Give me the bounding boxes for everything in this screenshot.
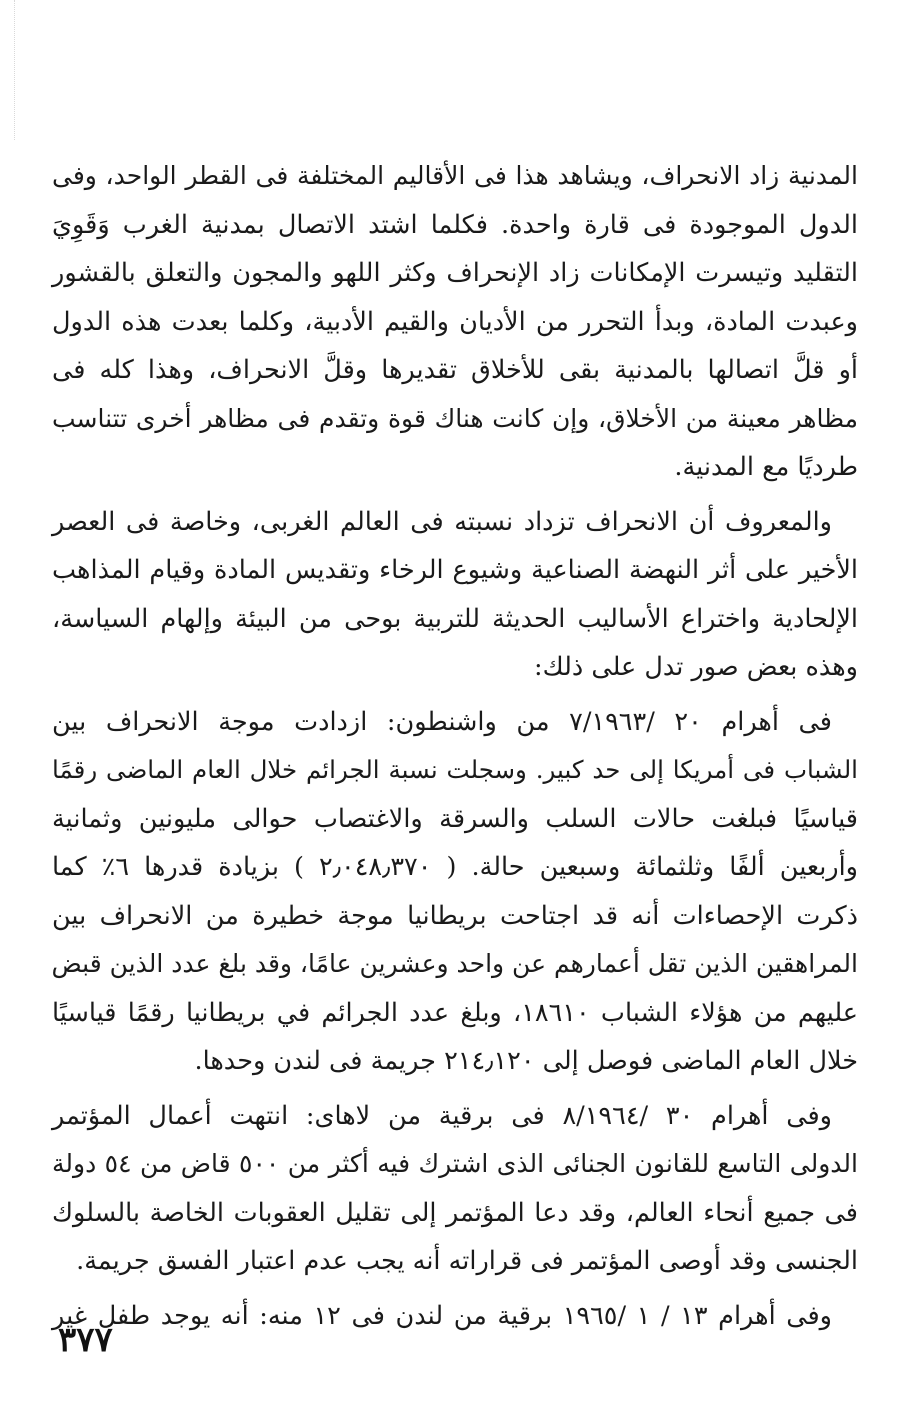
paragraph-5 [52, 1292, 858, 1341]
text-line: والمعروف أن الانحراف تزداد نسبته فى العالم الغربى، وخاصة فى العصر [52, 506, 832, 537]
text-line: فى جميع أنحاء العالم، وقد دعا المؤتمر إلى تقليل العقوبات الخاصة بالسلوك [52, 1197, 858, 1228]
text-line: طرديًا مع المدنية. [674, 452, 858, 482]
text-line: المراهقين الذين تقل أعمارهم عن واحد وعشرين عامًا، وقد بلغ عدد الذين قبض [51, 949, 858, 978]
text-line: الدولى التاسع للقانون الجنائى الذى اشترك فيه أكثر من ٥٠٠ قاض من ٥٤ دولة [52, 1149, 858, 1178]
paragraph-4 [52, 1092, 858, 1286]
text-line: الشباب فى أمريكا إلى حد كبير. وسجلت نسبة الجرائم خلال العام الماضى رقمًا [52, 755, 858, 784]
text-line: وهذه بعض صور تدل على ذلك: [534, 652, 858, 682]
text-line: الدول الموجودة فى قارة واحدة. فكلما اشتد الاتصال بمدنية الغرب وَقَوِيَ [52, 209, 858, 240]
text-line: وفى أهرام ٣٠ /٨/١٩٦٤ فى برقية من لاهاى: انتهت أعمال المؤتمر [52, 1100, 833, 1131]
page-number: ٣٧٧ [58, 1320, 113, 1360]
text-line: فى أهرام ٢٠ /٧/١٩٦٣ من واشنطون: ازدادت موجة الانحراف بين [52, 706, 832, 737]
text-line: الأخير على أثر النهضة الصناعية وشيوع الرخاء وتقديس المادة وقيام المذاهب [52, 555, 858, 585]
text-line: وفى أهرام ١٣ / ١ /١٩٦٥ برقية من لندن فى ١٢ منه: أنه يوجد طفل غير [52, 1300, 833, 1331]
text-line: المدنية زاد الانحراف، ويشاهد هذا فى الأقاليم المختلفة فى القطر الواحد، وفى [52, 161, 858, 190]
text-line: خلال العام الماضى فوصل إلى ٢١٤٫١٢٠ جريمة فى لندن وحدها. [194, 1046, 858, 1076]
text-line: الإلحادية واختراع الأساليب الحديثة للتربية بوحى من البيئة وإلهام السياسة، [52, 603, 858, 634]
paragraph-3 [52, 698, 858, 1086]
paragraph-2 [52, 498, 858, 692]
text-line: ذكرت الإحصاءات أنه قد اجتاحت بريطانيا موجة خطيرة من الانحراف بين [52, 900, 858, 931]
text-line: الجنسى وقد أوصى المؤتمر فى قراراته أنه يجب عدم اعتبار الفسق جريمة. [76, 1246, 858, 1276]
text-line: عليهم من هؤلاء الشباب ١٨٦١٠، وبلغ عدد الجرائم في بريطانيا رقمًا قياسيًا [52, 997, 858, 1028]
text-line: التقليد وتيسرت الإمكانات زاد الإنحراف وكثر اللهو والمجون والتعلق بالقشور [52, 258, 858, 288]
body-text [52, 152, 858, 1346]
paragraph-1 [52, 152, 858, 492]
text-line: أو قلَّ اتصالها بالمدنية بقى للأخلاق تقديرها وقلَّ الانحراف، وهذا كله فى [52, 355, 858, 385]
text-line: وعبدت المادة، وبدأ التحرر من الأديان والقيم الأدبية، وكلما بعدت هذه الدول [52, 306, 858, 337]
page-edge-mark [0, 0, 15, 140]
text-line: وأربعين ألفًا وثلثمائة وسبعين حالة. ( ٢٫٠٤٨٫٣٧٠ ) بزيادة قدرها ٦٪ كما [52, 852, 858, 882]
text-line: مظاهر معينة من الأخلاق، وإن كانت هناك قوة وتقدم فى مظاهر أخرى تتناسب [52, 403, 858, 433]
text-line: قياسيًا فبلغت حالات السلب والسرقة والاغتصاب حوالى مليونين وثمانية [52, 803, 858, 834]
